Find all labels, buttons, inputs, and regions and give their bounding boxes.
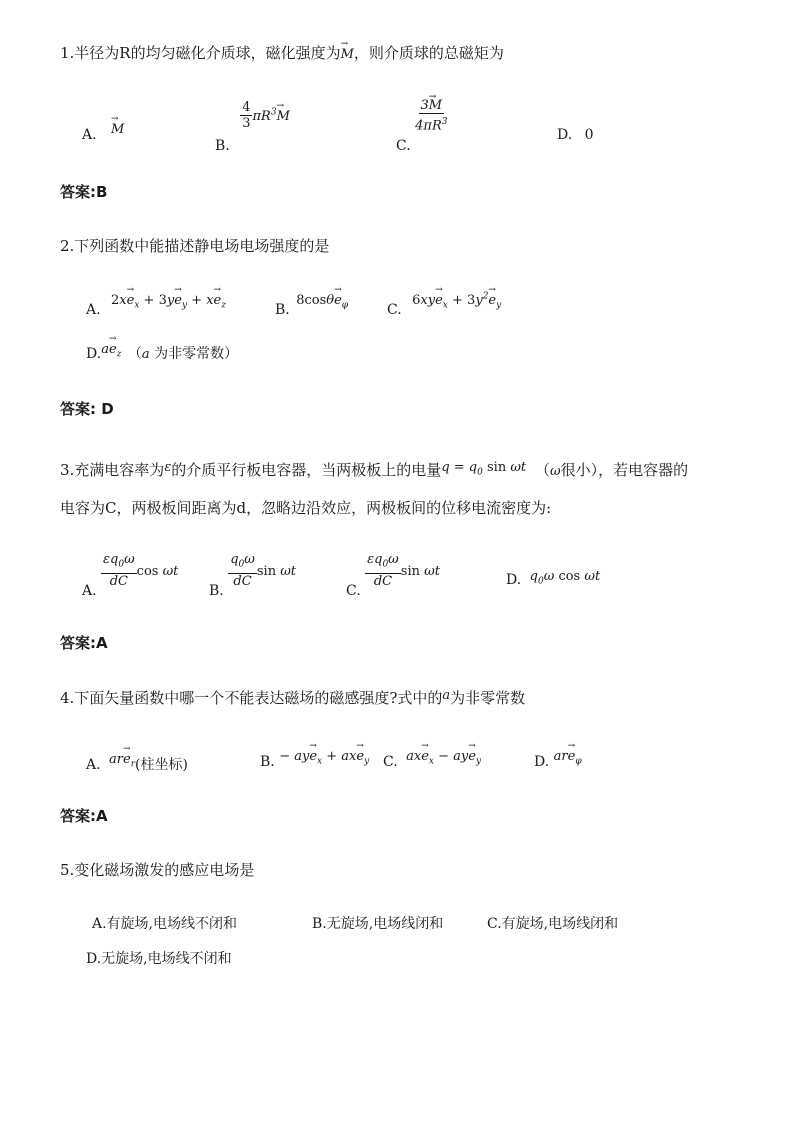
q3-option-a[interactable] bbox=[82, 552, 179, 599]
q3-stem-part-a: 3.充满电容率为 bbox=[60, 461, 165, 479]
question-4-stem bbox=[60, 687, 525, 708]
question-3-stem-line1 bbox=[60, 459, 688, 482]
q2-option-c-label: C. bbox=[387, 302, 402, 319]
q5-option-b[interactable]: B.无旋场,电场线闭和 bbox=[312, 916, 444, 932]
q2-option-d[interactable] bbox=[86, 343, 238, 365]
q2-option-d-paren: （ bbox=[127, 346, 142, 362]
q2-option-d-formula: $a\to e_z$ bbox=[101, 342, 121, 357]
q3-answer: 答案:A bbox=[60, 634, 108, 652]
question-5-stem: 5.变化磁场激发的感应电场是 bbox=[60, 861, 255, 879]
q1-stem-tail: ，则介质球的总磁矩为 bbox=[353, 44, 504, 62]
q3-epsilon-symbol: ε bbox=[164, 460, 172, 475]
q4-option-c-formula: $ax\to e_x - ay\to e_y$ bbox=[406, 749, 481, 764]
q1-option-d-label: D. bbox=[557, 127, 573, 143]
q1-magnetization-symbol: → M bbox=[341, 47, 354, 62]
q2-option-b[interactable] bbox=[275, 292, 349, 318]
q4-option-d-label: D. bbox=[534, 754, 550, 770]
q1-answer: 答案:B bbox=[60, 183, 108, 201]
q3-option-a-label: A. bbox=[82, 582, 97, 599]
q2-option-b-label: B. bbox=[275, 302, 290, 318]
q2-option-b-formula: $8\cos\theta\to e_\varphi$ bbox=[296, 293, 348, 308]
q1-option-b-formula: $\pi R^3\to M$ bbox=[252, 109, 289, 124]
q3-stem-part-b: 的介质平行板电容器，当两极板上的电量 bbox=[171, 461, 442, 479]
q1-option-b-label: B. bbox=[215, 138, 230, 154]
q2-option-d-a-symbol: a bbox=[141, 347, 150, 362]
q4-answer: 答案:A bbox=[60, 807, 108, 825]
q1-option-d[interactable] bbox=[557, 127, 594, 143]
q3-option-d-label: D. bbox=[506, 572, 522, 588]
q4-option-c-label: C. bbox=[383, 754, 398, 770]
question-2-stem: 2.下列函数中能描述静电场电场强度的是 bbox=[60, 237, 330, 255]
q2-option-c-formula: $6xy\to e_x + 3y^2\to e_y$ bbox=[412, 293, 501, 308]
q3-option-b-trig: sin ωt bbox=[256, 563, 297, 579]
q2-option-d-note: 为非零常数） bbox=[154, 346, 239, 362]
q2-option-a-label: A. bbox=[86, 302, 101, 318]
q4-option-d-formula: $ar\to e_\varphi$ bbox=[554, 749, 582, 764]
q3-stem-paren: （ bbox=[534, 461, 550, 479]
q3-option-d[interactable] bbox=[506, 569, 601, 591]
q4-stem-part-a: 4.下面矢量函数中哪一个不能表达磁场的磁感强度?式中的 bbox=[60, 689, 443, 707]
q4-a-symbol: a bbox=[442, 688, 451, 703]
q1-option-c-fraction: $\frac{3\to M}{4\pi R^3}$ bbox=[415, 98, 447, 134]
question-1-stem bbox=[60, 42, 504, 63]
q1-option-c-label: C. bbox=[396, 138, 411, 155]
q3-option-b-label: B. bbox=[209, 582, 224, 599]
q3-option-c-label: C. bbox=[346, 582, 361, 599]
q4-option-b-formula: − $ay\to e_x + ax\to e_y$ bbox=[279, 749, 369, 764]
q4-option-a-note: (柱坐标) bbox=[135, 757, 188, 773]
q3-option-c-trig: sin ωt bbox=[400, 563, 440, 579]
question-3-stem-line2: 电容为C，两极板间距离为d，忽略边沿效应，两极板间的位移电流密度为: bbox=[60, 499, 552, 517]
q3-option-a-trig: cos ωt bbox=[136, 563, 179, 579]
q1-option-b[interactable] bbox=[215, 100, 290, 154]
q2-option-d-label: D. bbox=[86, 346, 102, 362]
q3-option-c[interactable] bbox=[346, 552, 440, 599]
q4-option-a-label: A. bbox=[86, 757, 101, 773]
q5-option-c[interactable]: C.有旋场,电场线闭和 bbox=[487, 916, 619, 932]
q3-charge-formula: $q = q_0$ sin ωt bbox=[441, 460, 527, 478]
q3-option-a-fraction: $\frac{\varepsilon q_0\omega}{dC}$ bbox=[103, 552, 135, 589]
q4-stem-part-b: 为非零常数 bbox=[450, 689, 526, 707]
q1-option-d-value: 0 bbox=[584, 127, 594, 143]
q4-option-a-formula: $ar\to e_r$ bbox=[109, 752, 135, 767]
q2-option-a-formula: $2x\to e_x + 3y\to e_y + x\to e_z$ bbox=[111, 293, 226, 308]
q3-option-b[interactable] bbox=[209, 552, 297, 599]
q1-stem-text: 1.半径为R的均匀磁化介质球，磁化强度为 bbox=[60, 44, 341, 62]
q4-option-a[interactable] bbox=[86, 748, 188, 773]
q3-stem-part-d: 很小），若电容器的 bbox=[560, 461, 689, 479]
q3-omega-symbol: ω bbox=[549, 464, 561, 479]
q1-option-a[interactable] bbox=[82, 122, 125, 143]
q1-option-a-formula: → M bbox=[111, 122, 124, 137]
q2-option-c[interactable] bbox=[387, 292, 502, 319]
q4-option-b[interactable] bbox=[260, 748, 370, 770]
q1-option-b-fraction: $\frac{4}{3}$ bbox=[242, 100, 251, 131]
q5-option-d[interactable]: D.无旋场,电场线不闭和 bbox=[86, 951, 232, 967]
q4-option-c[interactable] bbox=[383, 748, 482, 770]
q3-option-b-fraction: $\frac{q_0\omega}{dC}$ bbox=[230, 552, 255, 589]
q1-option-c[interactable] bbox=[396, 98, 448, 155]
q3-option-c-fraction: $\frac{\varepsilon q_0\omega}{dC}$ bbox=[367, 552, 399, 589]
q2-answer: 答案: D bbox=[60, 400, 114, 418]
q2-option-a[interactable] bbox=[86, 292, 226, 318]
q1-option-a-label: A. bbox=[82, 127, 97, 143]
q4-option-d[interactable] bbox=[534, 748, 582, 770]
q4-option-b-label: B. bbox=[260, 754, 275, 770]
q5-option-a[interactable]: A.有旋场,电场线不闭和 bbox=[92, 916, 238, 932]
q3-option-d-formula: $q_0\omega$ cos ωt bbox=[529, 569, 601, 587]
